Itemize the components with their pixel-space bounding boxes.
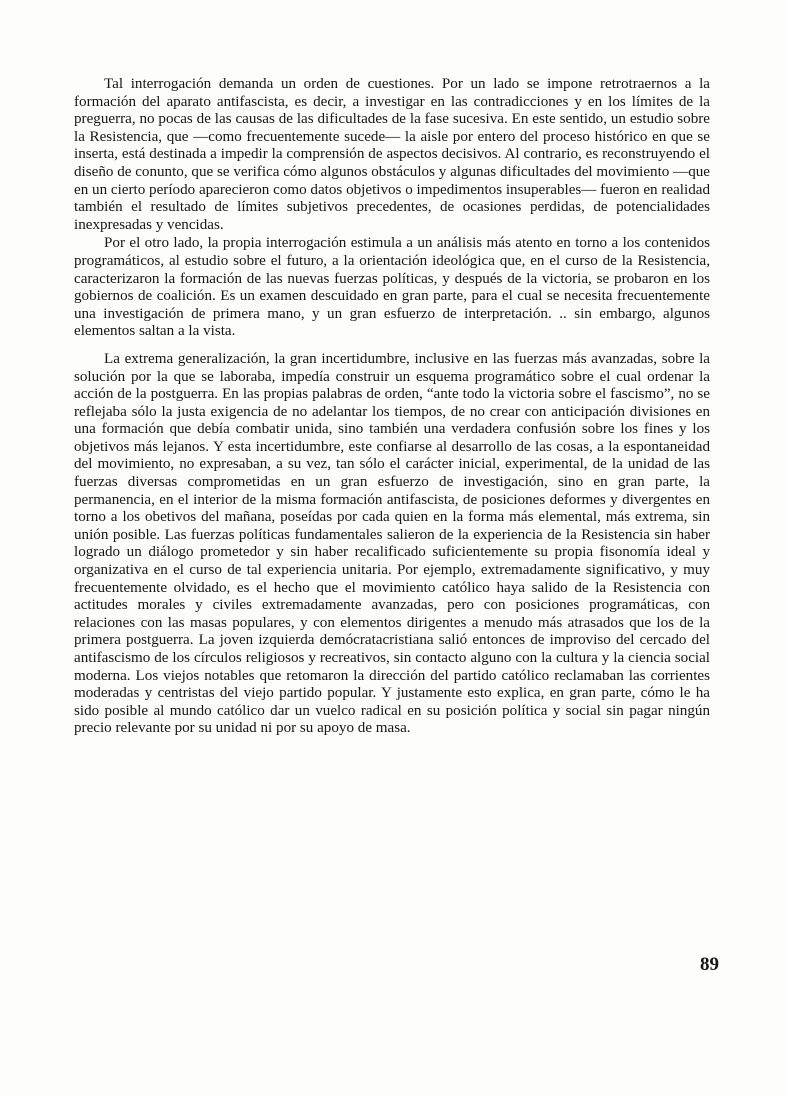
page-number: 89: [700, 954, 719, 975]
paragraph: La extrema generalización, la gran incertidumbre, inclusive en las fuerzas más avanzadas, sobre la solución por la que se laboraba, impedía construir un esquema programático sobre el cual ordenar la acción de la postguerra. En las propias palabras de orden, “ante todo la victoria sobre el fascismo”, no se reflejaba sólo la justa exigencia de no adelantar los tiempos, de no crear con anticipación divisiones en una formación que debía combatir unida, sino también una verdadera confusión sobre los fines y los objetivos más lejanos. Y esta incertidumbre, este confiarse al desarrollo de las cosas, a la espontaneidad del movimiento, no expresaban, a su vez, tan sólo el carácter inicial, experimental, de la unidad de las fuerzas diversas comprometidas en un gran esfuerzo de investigación, sino en gran parte, la permanencia, en el interior de la misma formación antifascista, de posiciones deformes y divergentes en torno a los obetivos del mañana, poseídas por cada quien en la forma más elemental, más extrema, sin unión posible. Las fuerzas políticas fundamentales salieron de la experiencia de la Resistencia sin haber logrado un diálogo prometedor y sin haber recalificado suficientemente su propia fisonomía ideal y organizativa en el curso de tal experiencia unitaria. Por ejemplo, extremadamente significativo, y muy frecuentemente olvidado, es el hecho que el movimiento católico haya salido de la Resistencia con actitudes morales y civiles extremadamente avanzadas, pero con posiciones programáticas, con relaciones con las masas populares, y con elementos dirigentes a menudo más atrasados que los de la primera postguerra. La joven izquierda demócratacristiana salió entonces de improviso del cercado del antifascismo de los círculos religiosos y recreativos, sin contacto alguno con la cultura y la ciencia social moderna. Los viejos notables que retomaron la dirección del partido católico reclamaban las corrientes moderadas y centristas del viejo partido popular. Y justamente esto explica, en gran parte, cómo le ha sido posible al mundo católico dar un vuelco radical en su posición política y social sin pagar ningún precio relevante por su unidad ni por su apoyo de masa.: [74, 350, 710, 737]
body-text: [74, 76, 710, 738]
paragraph: Tal interrogación demanda un orden de cuestiones. Por un lado se impone retrotraernos a la formación del aparato antifascista, es decir, a investigar en las contradicciones y en los límites de la preguerra, no pocas de las causas de las dificultades de la fase sucesiva. En este sentido, un estudio sobre la Resistencia, que —como frecuentemente sucede— la aisle por entero del proceso histórico en que se inserta, está destinada a impedir la comprensión de aspectos decisivos. Al contrario, es reconstruyendo el diseño de conunto, que se verifica cómo algunos obstáculos y algunas dificultades del movimiento —que en un cierto período aparecieron como datos objetivos o impedimentos insuperables— fueron en realidad también el resultado de límites subjetivos precedentes, de ocasiones perdidas, de potencialidades inexpresadas y vencidas.: [74, 76, 710, 233]
paragraph: Por el otro lado, la propia interrogación estimula a un análisis más atento en torno a los contenidos programáticos, al estudio sobre el futuro, a la orientación ideológica que, en el curso de la Resistencia, caracterizaron la formación de las nuevas fuerzas políticas, y después de la victoria, se probaron en los gobiernos de coalición. Es un examen descuidado en gran parte, para el cual se necesita frecuentemente una investigación de primera mano, y un gran esfuerzo de interpretación. .. sin embargo, algunos elementos saltan a la vista.: [74, 235, 710, 340]
